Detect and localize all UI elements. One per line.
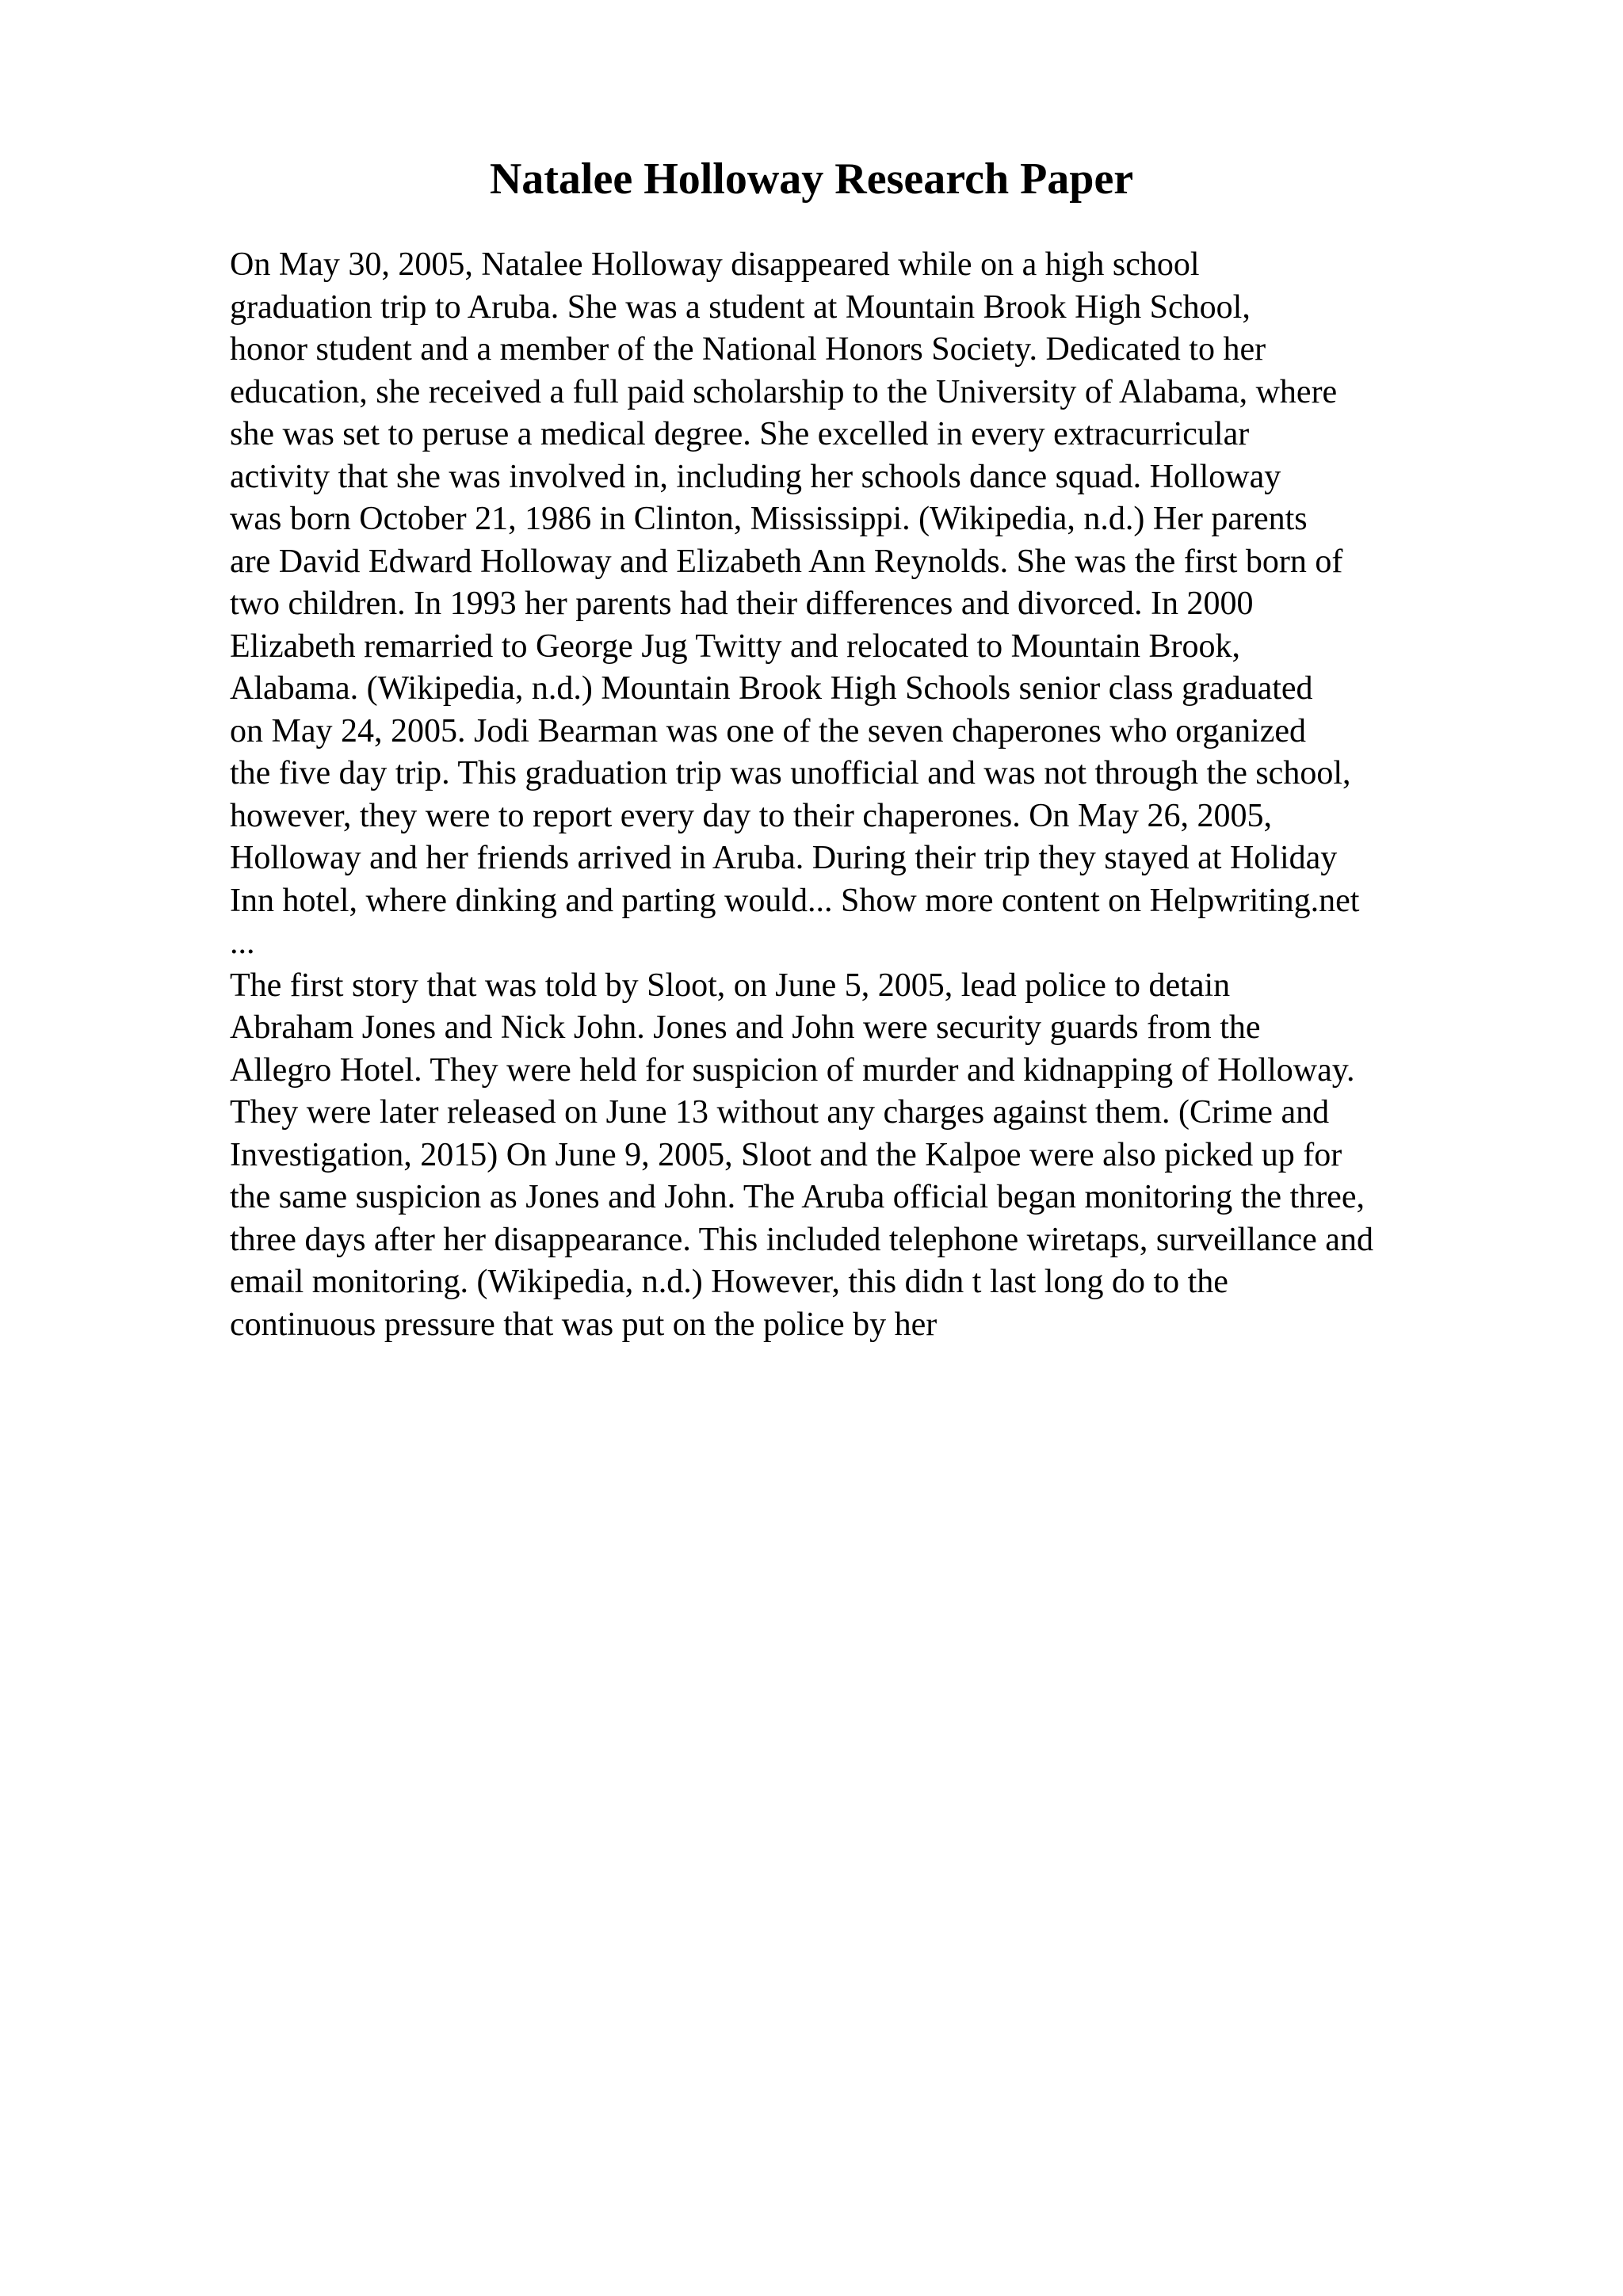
document-body xyxy=(230,244,1593,1346)
body-line: she was set to peruse a medical degree. She excelled in every extracurricular xyxy=(230,416,1250,452)
body-line: email monitoring. (Wikipedia, n.d.) However, this didn t last long do to the xyxy=(230,1264,1228,1300)
body-line: on May 24, 2005. Jodi Bearman was one of the seven chaperones who organized xyxy=(230,712,1307,749)
body-line: the same suspicion as Jones and John. The Aruba official began monitoring the three, xyxy=(230,1179,1365,1215)
body-line: They were later released on June 13 without any charges against them. (Crime and xyxy=(230,1094,1330,1131)
body-line: are David Edward Holloway and Elizabeth Ann Reynolds. She was the first born of xyxy=(230,543,1343,580)
body-line: was born October 21, 1986 in Clinton, Mississippi. (Wikipedia, n.d.) Her parents xyxy=(230,501,1308,537)
body-line: Alabama. (Wikipedia, n.d.) Mountain Brook High Schools senior class graduated xyxy=(230,670,1313,707)
body-line: Inn hotel, where dinking and parting would... Show more content on Helpwriting.net xyxy=(230,882,1360,919)
body-line: education, she received a full paid scholarship to the University of Alabama, where xyxy=(230,373,1338,410)
body-line: Investigation, 2015) On June 9, 2005, Sloot and the Kalpoe were also picked up for xyxy=(230,1136,1342,1173)
body-line: two children. In 1993 her parents had their differences and divorced. In 2000 xyxy=(230,585,1254,622)
body-line: Abraham Jones and Nick John. Jones and John were security guards from the xyxy=(230,1009,1261,1046)
body-line: Holloway and her friends arrived in Aruba. During their trip they stayed at Holiday xyxy=(230,840,1338,876)
body-line: continuous pressure that was put on the police by her xyxy=(230,1306,938,1343)
body-line: The first story that was told by Sloot, on June 5, 2005, lead police to detain xyxy=(230,967,1231,1004)
body-line: Allegro Hotel. They were held for suspicion of murder and kidnapping of Holloway. xyxy=(230,1051,1355,1089)
body-line: the five day trip. This graduation trip was unofficial and was not through the school, xyxy=(230,755,1351,791)
ellipsis-line: ... xyxy=(230,925,255,961)
body-line: activity that she was involved in, including her schools dance squad. Holloway xyxy=(230,458,1281,495)
body-line: honor student and a member of the National Honors Society. Dedicated to her xyxy=(230,331,1266,368)
body-line: Elizabeth remarried to George Jug Twitty and relocated to Mountain Brook, xyxy=(230,627,1240,665)
body-line: however, they were to report every day to their chaperones. On May 26, 2005, xyxy=(230,797,1273,834)
body-line: On May 30, 2005, Natalee Holloway disappeared while on a high school xyxy=(230,246,1200,283)
body-line: graduation trip to Aruba. She was a student at Mountain Brook High School, xyxy=(230,288,1251,326)
body-line: three days after her disappearance. This included telephone wiretaps, surveillance and xyxy=(230,1221,1373,1258)
document-title: Natalee Holloway Research Paper xyxy=(489,154,1134,204)
